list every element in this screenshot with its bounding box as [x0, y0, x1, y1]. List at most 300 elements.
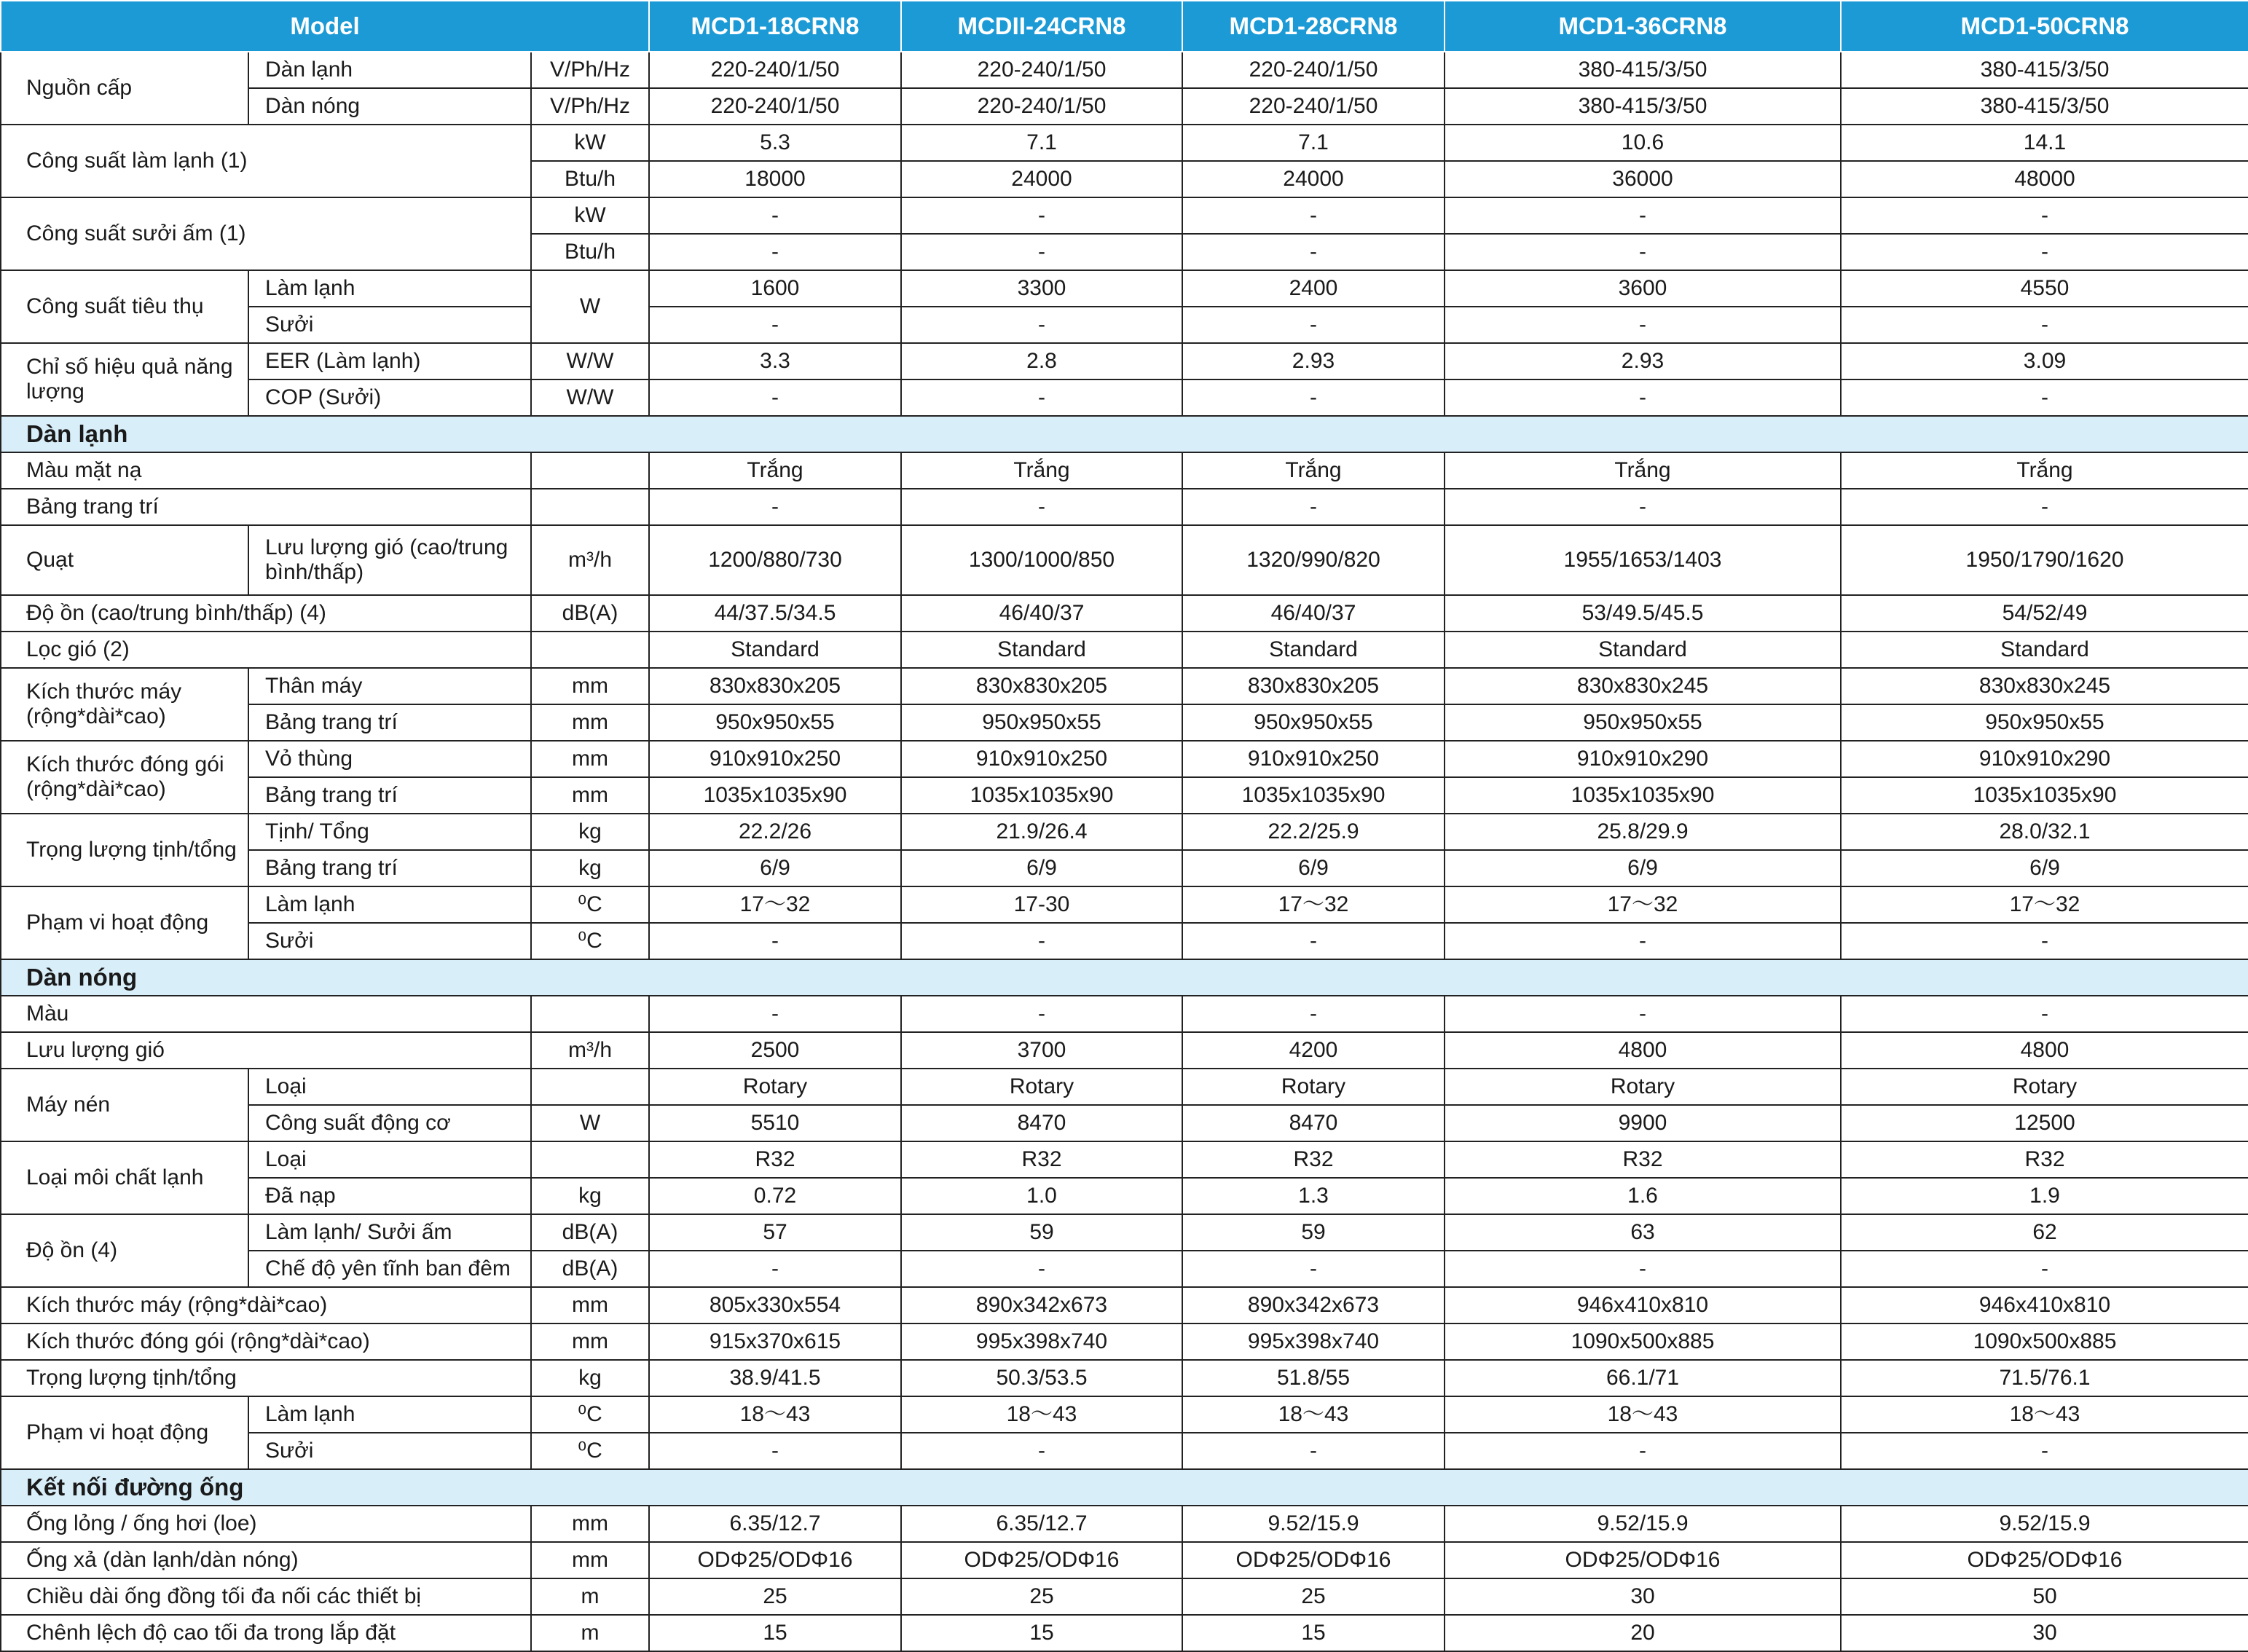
cell-value: R32	[1182, 1141, 1445, 1178]
section-title: Dàn lạnh	[1, 416, 2248, 452]
section-title: Kết nối đường ống	[1, 1469, 2248, 1506]
cell-value: 21.9/26.4	[901, 814, 1182, 850]
row-unit: ⁰C	[531, 923, 649, 959]
row-sublabel: Đã nạp	[248, 1178, 531, 1214]
row-label: Phạm vi hoạt động	[1, 886, 248, 959]
cell-value: Rotary	[649, 1069, 901, 1105]
row-label: Máy nén	[1, 1069, 248, 1141]
row-unit: kW	[531, 197, 649, 234]
cell-value: 890x342x673	[901, 1287, 1182, 1323]
cell-value: -	[1445, 996, 1841, 1032]
cell-value: 1955/1653/1403	[1445, 525, 1841, 595]
row-label: Chiều dài ống đồng tối đa nối các thiết bị	[1, 1578, 531, 1615]
table-row	[1, 379, 2248, 416]
table-row	[1, 1214, 2248, 1251]
cell-value: -	[1841, 234, 2248, 270]
cell-value: -	[901, 923, 1182, 959]
cell-value: 15	[649, 1615, 901, 1651]
row-unit	[531, 1141, 649, 1178]
row-label: Độ ồn (cao/trung bình/thấp) (4)	[1, 595, 531, 632]
cell-value: -	[1445, 1433, 1841, 1469]
table-row	[1, 88, 2248, 125]
model-name: MCD1-28CRN8	[1182, 1, 1445, 52]
section-row	[1, 959, 2248, 996]
cell-value: -	[1445, 1251, 1841, 1287]
cell-value: Standard	[649, 632, 901, 668]
cell-value: 910x910x290	[1841, 741, 2248, 777]
cell-value: 5510	[649, 1105, 901, 1141]
cell-value: 18～43	[1841, 1396, 2248, 1433]
cell-value: 46/40/37	[901, 595, 1182, 632]
table-row	[1, 1360, 2248, 1396]
table-row	[1, 1615, 2248, 1651]
cell-value: -	[1445, 234, 1841, 270]
cell-value: 830x830x205	[901, 668, 1182, 704]
cell-value: 946x410x810	[1841, 1287, 2248, 1323]
cell-value: 1035x1035x90	[901, 777, 1182, 814]
cell-value: -	[901, 1433, 1182, 1469]
cell-value: 220-240/1/50	[901, 88, 1182, 125]
cell-value: Rotary	[1445, 1069, 1841, 1105]
cell-value: 1300/1000/850	[901, 525, 1182, 595]
cell-value: 44/37.5/34.5	[649, 595, 901, 632]
cell-value: -	[901, 379, 1182, 416]
cell-value: Trắng	[1445, 452, 1841, 489]
cell-value: 28.0/32.1	[1841, 814, 2248, 850]
row-label: Bảng trang trí	[1, 489, 531, 525]
table-row	[1, 1323, 2248, 1360]
cell-value: 950x950x55	[1841, 704, 2248, 741]
table-row	[1, 777, 2248, 814]
row-sublabel: Dàn nóng	[248, 88, 531, 125]
cell-value: -	[1445, 379, 1841, 416]
cell-value: 24000	[901, 161, 1182, 197]
row-unit	[531, 632, 649, 668]
cell-value: 995x398x740	[901, 1323, 1182, 1360]
cell-value: 9.52/15.9	[1445, 1506, 1841, 1542]
cell-value: 6/9	[1841, 850, 2248, 886]
row-unit: mm	[531, 777, 649, 814]
row-sublabel: Lưu lượng gió (cao/trung bình/thấp)	[248, 525, 531, 595]
cell-value: Standard	[1182, 632, 1445, 668]
cell-value: 8470	[901, 1105, 1182, 1141]
cell-value: Rotary	[1841, 1069, 2248, 1105]
cell-value: Standard	[1841, 632, 2248, 668]
cell-value: 18～43	[1445, 1396, 1841, 1433]
cell-value: 46/40/37	[1182, 595, 1445, 632]
cell-value: 1035x1035x90	[1182, 777, 1445, 814]
cell-value: 3600	[1445, 270, 1841, 307]
cell-value: -	[1182, 197, 1445, 234]
model-name: MCD1-50CRN8	[1841, 1, 2248, 52]
table-row	[1, 307, 2248, 343]
cell-value: 380-415/3/50	[1841, 52, 2248, 88]
cell-value: -	[1841, 1433, 2248, 1469]
cell-value: 9.52/15.9	[1182, 1506, 1445, 1542]
cell-value: -	[1445, 489, 1841, 525]
cell-value: 24000	[1182, 161, 1445, 197]
table-row	[1, 1178, 2248, 1214]
cell-value: -	[649, 197, 901, 234]
cell-value: 4800	[1445, 1032, 1841, 1069]
cell-value: 1320/990/820	[1182, 525, 1445, 595]
cell-value: 830x830x245	[1445, 668, 1841, 704]
table-row	[1, 197, 2248, 234]
cell-value: 1090x500x885	[1841, 1323, 2248, 1360]
cell-value: -	[1445, 197, 1841, 234]
cell-value: 38.9/41.5	[649, 1360, 901, 1396]
cell-value: -	[1182, 307, 1445, 343]
cell-value: -	[901, 234, 1182, 270]
cell-value: 17～32	[1182, 886, 1445, 923]
row-label: Kích thước máy (rộng*dài*cao)	[1, 668, 248, 741]
row-unit: mm	[531, 1323, 649, 1360]
table-row	[1, 1141, 2248, 1178]
cell-value: -	[901, 197, 1182, 234]
row-unit: ⁰C	[531, 1433, 649, 1469]
cell-value: 950x950x55	[649, 704, 901, 741]
cell-value: 62	[1841, 1214, 2248, 1251]
row-label: Công suất tiêu thụ	[1, 270, 248, 343]
cell-value: ODΦ25/ODΦ16	[1841, 1542, 2248, 1578]
cell-value: 17-30	[901, 886, 1182, 923]
row-unit: m	[531, 1578, 649, 1615]
cell-value: -	[649, 379, 901, 416]
cell-value: 3300	[901, 270, 1182, 307]
table-row	[1, 1069, 2248, 1105]
cell-value: 2500	[649, 1032, 901, 1069]
cell-value: 17～32	[649, 886, 901, 923]
cell-value: 17～32	[1445, 886, 1841, 923]
cell-value: 830x830x205	[1182, 668, 1445, 704]
row-label: Kích thước đóng gói (rộng*dài*cao)	[1, 741, 248, 814]
cell-value: 220-240/1/50	[1182, 52, 1445, 88]
cell-value: Trắng	[901, 452, 1182, 489]
cell-value: 1035x1035x90	[649, 777, 901, 814]
table-row	[1, 595, 2248, 632]
cell-value: -	[1841, 379, 2248, 416]
cell-value: 66.1/71	[1445, 1360, 1841, 1396]
row-label: Công suất sưởi ấm (1)	[1, 197, 531, 270]
row-unit	[531, 1069, 649, 1105]
table-row	[1, 343, 2248, 379]
cell-value: 2.8	[901, 343, 1182, 379]
row-unit: dB(A)	[531, 595, 649, 632]
row-label: Loại môi chất lạnh	[1, 1141, 248, 1214]
cell-value: 20	[1445, 1615, 1841, 1651]
table-row	[1, 1396, 2248, 1433]
row-sublabel: Chế độ yên tĩnh ban đêm	[248, 1251, 531, 1287]
row-label: Kích thước đóng gói (rộng*dài*cao)	[1, 1323, 531, 1360]
row-sublabel: Dàn lạnh	[248, 52, 531, 88]
cell-value: ODΦ25/ODΦ16	[1445, 1542, 1841, 1578]
cell-value: 10.6	[1445, 125, 1841, 161]
cell-value: -	[1841, 489, 2248, 525]
row-sublabel: Bảng trang trí	[248, 704, 531, 741]
cell-value: -	[901, 307, 1182, 343]
cell-value: -	[649, 923, 901, 959]
cell-value: -	[1182, 379, 1445, 416]
model-name: MCD1-36CRN8	[1445, 1, 1841, 52]
cell-value: 946x410x810	[1445, 1287, 1841, 1323]
cell-value: Rotary	[1182, 1069, 1445, 1105]
row-label: Chỉ số hiệu quả năng lượng	[1, 343, 248, 416]
cell-value: 15	[1182, 1615, 1445, 1651]
cell-value: -	[1182, 923, 1445, 959]
cell-value: 220-240/1/50	[901, 52, 1182, 88]
cell-value: 6/9	[901, 850, 1182, 886]
section-title: Dàn nóng	[1, 959, 2248, 996]
row-unit: ⁰C	[531, 886, 649, 923]
cell-value: -	[1182, 234, 1445, 270]
row-sublabel: Bảng trang trí	[248, 850, 531, 886]
row-unit: W/W	[531, 343, 649, 379]
cell-value: 3.3	[649, 343, 901, 379]
cell-value: -	[1182, 996, 1445, 1032]
cell-value: 1035x1035x90	[1841, 777, 2248, 814]
cell-value: 53/49.5/45.5	[1445, 595, 1841, 632]
cell-value: 7.1	[901, 125, 1182, 161]
cell-value: -	[649, 489, 901, 525]
table-row	[1, 1506, 2248, 1542]
cell-value: -	[1445, 307, 1841, 343]
cell-value: 50.3/53.5	[901, 1360, 1182, 1396]
cell-value: 48000	[1841, 161, 2248, 197]
cell-value: Trắng	[649, 452, 901, 489]
cell-value: 910x910x250	[649, 741, 901, 777]
row-unit	[531, 452, 649, 489]
row-label: Ống lỏng / ống hơi (loe)	[1, 1506, 531, 1542]
row-sublabel: Làm lạnh/ Sưởi ấm	[248, 1214, 531, 1251]
row-label: Quạt	[1, 525, 248, 595]
row-unit: Btu/h	[531, 234, 649, 270]
row-label: Màu mặt nạ	[1, 452, 531, 489]
table-row	[1, 996, 2248, 1032]
cell-value: 0.72	[649, 1178, 901, 1214]
cell-value: 14.1	[1841, 125, 2248, 161]
cell-value: -	[649, 996, 901, 1032]
cell-value: 12500	[1841, 1105, 2248, 1141]
row-sublabel: EER (Làm lạnh)	[248, 343, 531, 379]
cell-value: 220-240/1/50	[1182, 88, 1445, 125]
cell-value: 6.35/12.7	[649, 1506, 901, 1542]
row-unit: mm	[531, 1542, 649, 1578]
cell-value: 910x910x250	[1182, 741, 1445, 777]
cell-value: R32	[649, 1141, 901, 1178]
cell-value: 1090x500x885	[1445, 1323, 1841, 1360]
row-label: Lưu lượng gió	[1, 1032, 531, 1069]
row-unit: W	[531, 270, 649, 343]
row-label: Nguồn cấp	[1, 52, 248, 125]
cell-value: 30	[1445, 1578, 1841, 1615]
cell-value: 1.6	[1445, 1178, 1841, 1214]
cell-value: -	[901, 1251, 1182, 1287]
row-unit: mm	[531, 1506, 649, 1542]
cell-value: 380-415/3/50	[1841, 88, 2248, 125]
table-row	[1, 1542, 2248, 1578]
row-unit: V/Ph/Hz	[531, 88, 649, 125]
table-row	[1, 1251, 2248, 1287]
cell-value: -	[1182, 1251, 1445, 1287]
cell-value: 1950/1790/1620	[1841, 525, 2248, 595]
cell-value: 18000	[649, 161, 901, 197]
cell-value: 1600	[649, 270, 901, 307]
section-row	[1, 1469, 2248, 1506]
table-row	[1, 1105, 2248, 1141]
cell-value: -	[1182, 1433, 1445, 1469]
row-sublabel: Sưởi	[248, 307, 531, 343]
cell-value: 4550	[1841, 270, 2248, 307]
table-row	[1, 1287, 2248, 1323]
table-row	[1, 632, 2248, 668]
cell-value: 7.1	[1182, 125, 1445, 161]
row-unit: ⁰C	[531, 1396, 649, 1433]
table-row	[1, 525, 2248, 595]
row-label: Ống xả (dàn lạnh/dàn nóng)	[1, 1542, 531, 1578]
model-name: MCDII-24CRN8	[901, 1, 1182, 52]
table-row	[1, 1433, 2248, 1469]
row-unit	[531, 996, 649, 1032]
cell-value: 8470	[1182, 1105, 1445, 1141]
row-label: Phạm vi hoạt động	[1, 1396, 248, 1469]
cell-value: 9.52/15.9	[1841, 1506, 2248, 1542]
row-sublabel: Loại	[248, 1069, 531, 1105]
cell-value: 5.3	[649, 125, 901, 161]
cell-value: 915x370x615	[649, 1323, 901, 1360]
cell-value: 6/9	[1445, 850, 1841, 886]
cell-value: 1200/880/730	[649, 525, 901, 595]
cell-value: 4200	[1182, 1032, 1445, 1069]
row-unit: mm	[531, 704, 649, 741]
cell-value: 1.3	[1182, 1178, 1445, 1214]
cell-value: 3700	[901, 1032, 1182, 1069]
cell-value: ODΦ25/ODΦ16	[901, 1542, 1182, 1578]
cell-value: 30	[1841, 1615, 2248, 1651]
cell-value: 6/9	[649, 850, 901, 886]
row-sublabel: Làm lạnh	[248, 1396, 531, 1433]
cell-value: 59	[1182, 1214, 1445, 1251]
cell-value: Rotary	[901, 1069, 1182, 1105]
cell-value: R32	[1841, 1141, 2248, 1178]
table-row	[1, 489, 2248, 525]
cell-value: -	[1841, 1251, 2248, 1287]
row-sublabel: Thân máy	[248, 668, 531, 704]
cell-value: -	[1841, 996, 2248, 1032]
cell-value: 6/9	[1182, 850, 1445, 886]
row-unit: kg	[531, 1178, 649, 1214]
cell-value: 910x910x250	[901, 741, 1182, 777]
model-label: Model	[1, 1, 649, 52]
cell-value: -	[1445, 923, 1841, 959]
row-sublabel: Sưởi	[248, 923, 531, 959]
row-sublabel: Bảng trang trí	[248, 777, 531, 814]
cell-value: -	[1841, 197, 2248, 234]
cell-value: 1.9	[1841, 1178, 2248, 1214]
cell-value: 71.5/76.1	[1841, 1360, 2248, 1396]
cell-value: ODΦ25/ODΦ16	[649, 1542, 901, 1578]
cell-value: 2.93	[1445, 343, 1841, 379]
row-unit: dB(A)	[531, 1214, 649, 1251]
cell-value: Trắng	[1182, 452, 1445, 489]
cell-value: R32	[1445, 1141, 1841, 1178]
row-label: Công suất làm lạnh (1)	[1, 125, 531, 197]
cell-value: 380-415/3/50	[1445, 88, 1841, 125]
cell-value: 950x950x55	[1445, 704, 1841, 741]
cell-value: 18～43	[1182, 1396, 1445, 1433]
section-row	[1, 416, 2248, 452]
cell-value: 830x830x205	[649, 668, 901, 704]
cell-value: 54/52/49	[1841, 595, 2248, 632]
row-label: Màu	[1, 996, 531, 1032]
cell-value: 1035x1035x90	[1445, 777, 1841, 814]
cell-value: 57	[649, 1214, 901, 1251]
row-unit: m³/h	[531, 525, 649, 595]
table-row	[1, 741, 2248, 777]
row-unit: Btu/h	[531, 161, 649, 197]
cell-value: 2400	[1182, 270, 1445, 307]
cell-value: Standard	[901, 632, 1182, 668]
row-sublabel: Công suất động cơ	[248, 1105, 531, 1141]
cell-value: 3.09	[1841, 343, 2248, 379]
table-row	[1, 850, 2248, 886]
table-row	[1, 704, 2248, 741]
row-unit: kW	[531, 125, 649, 161]
row-label: Trọng lượng tịnh/tổng	[1, 814, 248, 886]
row-unit: dB(A)	[531, 1251, 649, 1287]
cell-value: 220-240/1/50	[649, 52, 901, 88]
cell-value: 6.35/12.7	[901, 1506, 1182, 1542]
cell-value: -	[1841, 923, 2248, 959]
row-unit	[531, 489, 649, 525]
cell-value: 25	[649, 1578, 901, 1615]
table-row	[1, 923, 2248, 959]
cell-value: 63	[1445, 1214, 1841, 1251]
row-unit: kg	[531, 814, 649, 850]
row-label: Chênh lệch độ cao tối đa trong lắp đặt	[1, 1615, 531, 1651]
row-unit: mm	[531, 668, 649, 704]
table-row	[1, 52, 2248, 88]
row-unit: W	[531, 1105, 649, 1141]
cell-value: 830x830x245	[1841, 668, 2248, 704]
header-row	[1, 1, 2248, 52]
cell-value: -	[649, 307, 901, 343]
row-sublabel: Làm lạnh	[248, 270, 531, 307]
cell-value: -	[901, 489, 1182, 525]
cell-value: 950x950x55	[901, 704, 1182, 741]
cell-value: 18～43	[901, 1396, 1182, 1433]
table-row	[1, 814, 2248, 850]
cell-value: 25	[901, 1578, 1182, 1615]
cell-value: 890x342x673	[1182, 1287, 1445, 1323]
row-sublabel: Sưởi	[248, 1433, 531, 1469]
cell-value: 22.2/26	[649, 814, 901, 850]
cell-value: 22.2/25.9	[1182, 814, 1445, 850]
cell-value: R32	[901, 1141, 1182, 1178]
cell-value: 25.8/29.9	[1445, 814, 1841, 850]
cell-value: -	[649, 1251, 901, 1287]
row-label: Độ ồn (4)	[1, 1214, 248, 1287]
cell-value: 17～32	[1841, 886, 2248, 923]
cell-value: 380-415/3/50	[1445, 52, 1841, 88]
table-row	[1, 452, 2248, 489]
cell-value: -	[649, 234, 901, 270]
cell-value: ODΦ25/ODΦ16	[1182, 1542, 1445, 1578]
cell-value: -	[901, 996, 1182, 1032]
cell-value: 36000	[1445, 161, 1841, 197]
model-name: MCD1-18CRN8	[649, 1, 901, 52]
row-label: Trọng lượng tịnh/tổng	[1, 1360, 531, 1396]
cell-value: 18～43	[649, 1396, 901, 1433]
